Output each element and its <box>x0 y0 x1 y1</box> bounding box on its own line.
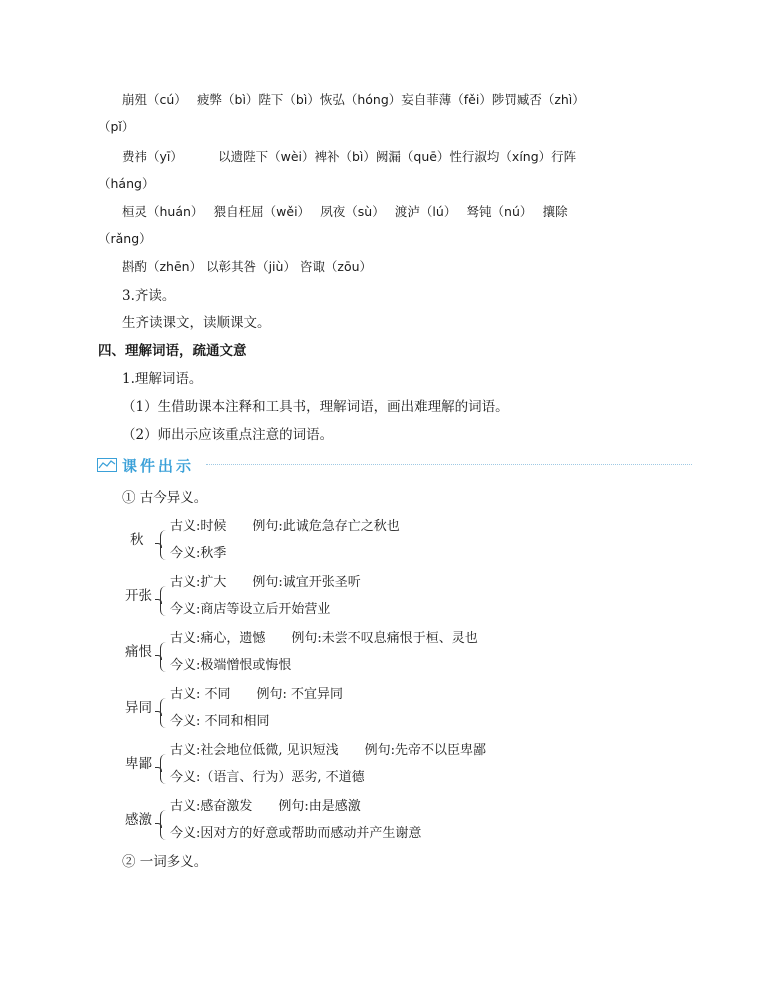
term-ganji: 感激 <box>125 812 152 828</box>
pronunciation-line-1: 崩殂（cú） 疲弊（bì）陛下（bì）恢弘（hóng）妄自菲薄（fěi）陟罚臧否（zhì） <box>122 92 585 107</box>
sub1-title: 1.理解词语。 <box>122 371 203 387</box>
sub1-item1: （1）生借助课本注释和工具书，理解词语，画出难理解的词语。 <box>122 399 509 415</box>
pronunciation-line-3: 桓灵（huán） 猥自枉屈（wěi） 夙夜（sù） 渡泸（lú） 驽钝（nú） 攘除 <box>122 204 568 219</box>
modern-meaning: 今义:商店等设立后开始营业 <box>170 602 331 617</box>
modern-meaning: 今义:（语言、行为）恶劣, 不道德 <box>170 770 365 785</box>
brace <box>160 698 168 728</box>
courseware-title: 课件出示 <box>122 457 195 475</box>
term-kaizhang: 开张 <box>125 588 152 604</box>
term-yitong: 异同 <box>125 700 152 716</box>
pronunciation-line-2-cont: （háng） <box>98 176 155 191</box>
brace <box>160 810 168 840</box>
modern-meaning: 今义:极端憎恨或悔恨 <box>170 658 292 673</box>
chart-icon <box>97 458 117 472</box>
step3-title: 3.齐读。 <box>122 288 176 304</box>
modern-meaning: 今义:秋季 <box>170 546 227 561</box>
step3-text: 生齐读课文，读顺课文。 <box>122 315 271 331</box>
pronunciation-line-3-cont: （rǎng） <box>98 231 152 246</box>
pronunciation-line-1-cont: （pǐ） <box>98 119 135 134</box>
pronunciation-line-2: 费祎（yī） 以遗陛下（wèi）裨补（bì）阙漏（quē）性行淑均（xíng）行阵 <box>122 149 577 164</box>
part2-title: ② 一词多义。 <box>122 854 208 870</box>
term-qiu: 秋 <box>130 532 144 548</box>
part1-title: ① 古今异义。 <box>122 490 208 506</box>
ancient-meaning: 古义:社会地位低微, 见识短浅 例句:先帝不以臣卑鄙 <box>170 743 487 758</box>
term-beibi: 卑鄙 <box>125 756 152 772</box>
brace <box>160 642 168 672</box>
modern-meaning: 今义: 不同和相同 <box>170 714 270 729</box>
brace <box>160 586 168 616</box>
brace <box>160 530 168 560</box>
ancient-meaning: 古义:感奋激发 例句:由是感激 <box>170 799 361 814</box>
ancient-meaning: 古义:时候 例句:此诚危急存亡之秋也 <box>170 519 400 534</box>
brace <box>160 754 168 784</box>
sub1-item2: （2）师出示应该重点注意的词语。 <box>122 427 334 443</box>
courseware-divider <box>206 464 692 465</box>
modern-meaning: 今义:因对方的好意或帮助而感动并产生谢意 <box>170 826 422 841</box>
ancient-meaning: 古义:痛心，遗憾 例句:未尝不叹息痛恨于桓、灵也 <box>170 631 478 646</box>
ancient-meaning: 古义:扩大 例句:诚宜开张圣听 <box>170 575 361 590</box>
section4-heading: 四、理解词语，疏通文意 <box>98 343 247 359</box>
ancient-meaning: 古义: 不同 例句: 不宜异同 <box>170 687 344 702</box>
pronunciation-line-4: 斟酌（zhēn） 以彰其咎（jiù） 咨诹（zōu） <box>122 259 373 274</box>
term-tonghen: 痛恨 <box>125 644 152 660</box>
